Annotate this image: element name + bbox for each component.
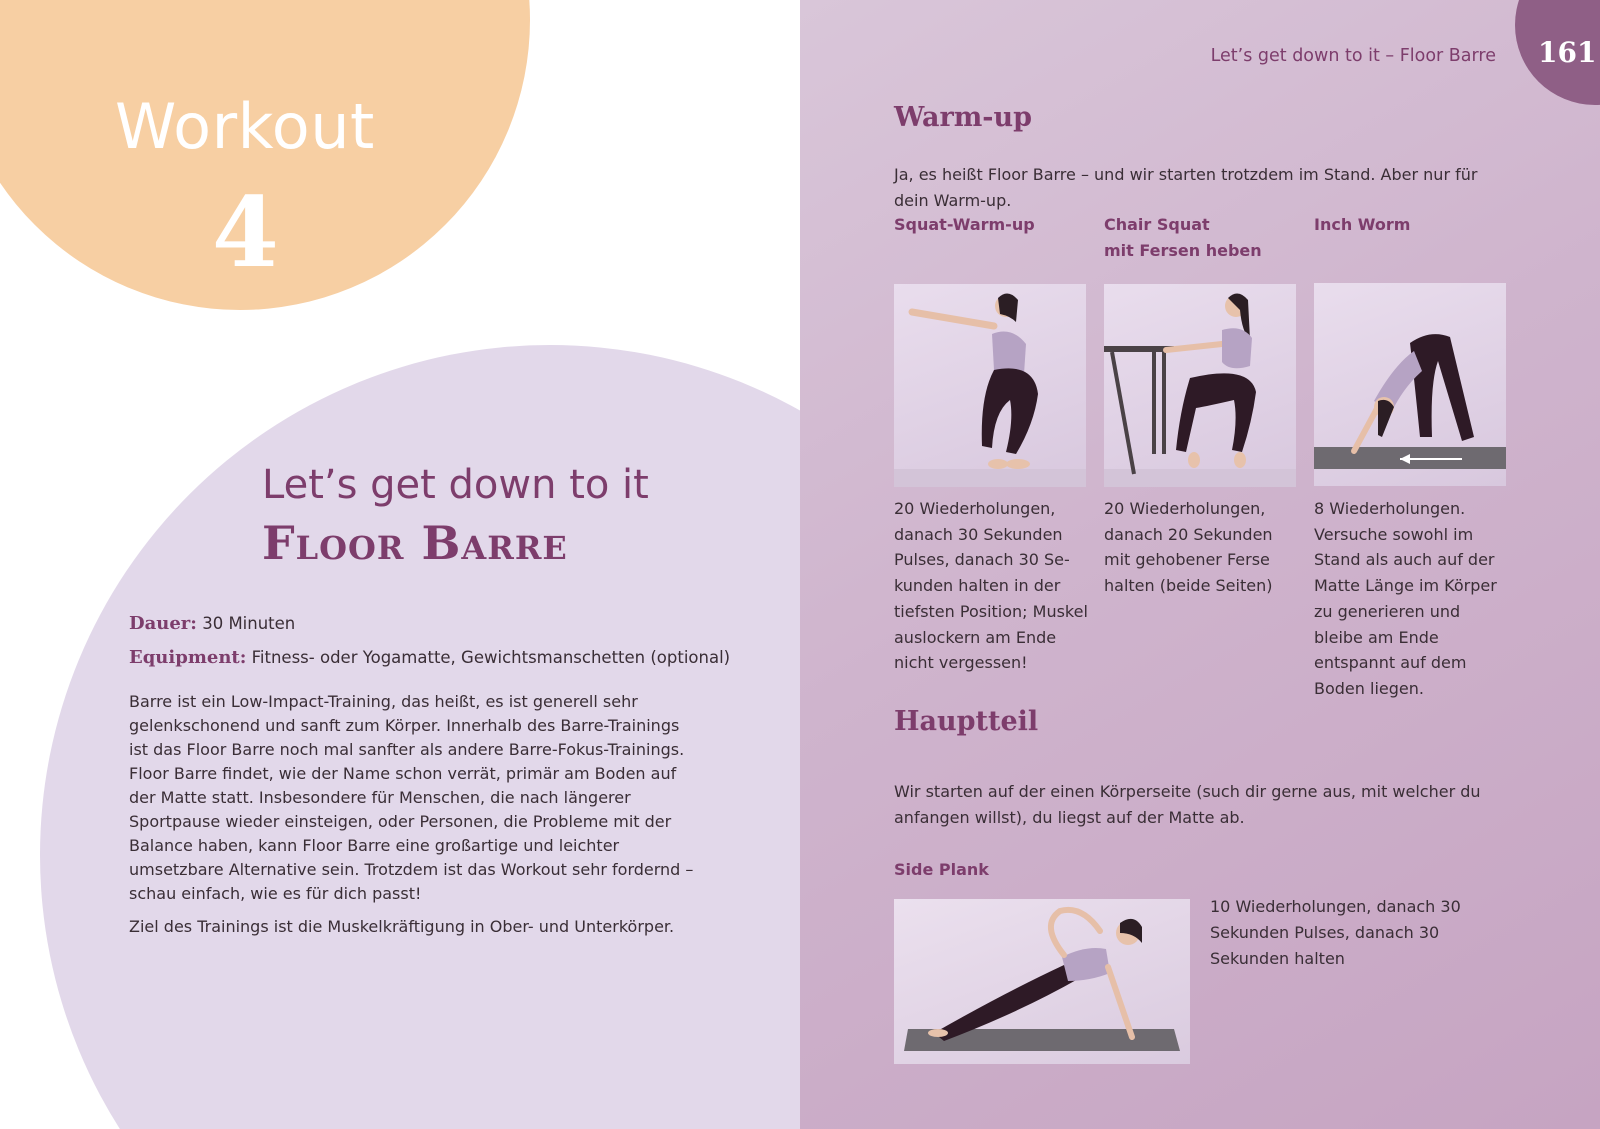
intro-paragraph: Barre ist ein Low-Impact-Training, das heißt, es ist generell sehr gelenkschonend und sanft zum Körper. Innerhalb des Barre-Trainings ist das Floor Barre noch mal sanfter als andere Barre-Fokus-Trainings. Floor Barre findet, wie der Name schon verrät, primär am Boden auf der Matte statt. Insbesondere für Menschen, die nach längerer Sportpause wieder einsteigen, oder Personen, die Probleme mit der Balance haben, kann Floor Barre eine großartige und leichter umsetzbare Alternative sein. Trotzdem ist das Workout sehr fordernd – schau einfach, wie es für dich passt! [129,692,694,903]
warmup-intro: Ja, es heißt Floor Barre – und wir starten trotzdem im Stand. Aber nur für dein Warm-up. [894,165,1478,210]
chair-squat-photo [1104,284,1296,487]
duration-label: Dauer: [129,613,197,634]
intro-text [129,690,699,948]
chapter-title: Floor Barre [262,516,568,570]
squat-warmup-photo [894,284,1086,487]
running-head: Let’s get down to it – Floor Barre [1210,46,1496,66]
chair-squat-description: 20 Wiederholungen, danach 20 Sekunden mit gehobener Ferse halten (beide Seiten) [1104,499,1273,596]
goal-paragraph: Ziel des Trainings ist die Muskelkräftigung in Ober- und Unterkörper. [129,917,675,936]
workout-label: Workout [115,90,375,163]
workout-number: 4 [212,176,279,289]
inch-worm-description: 8 Wiederholungen. Versuche sowohl im Stand als auch auf der Matte Länge im Körper zu generieren und bleibe am Ende entspannt auf dem Boden liegen. [1314,499,1497,698]
exercise-label-chair-squat [1104,212,1262,264]
warmup-heading: Warm-up [894,102,1032,133]
right-page [800,0,1600,1129]
exercise-label-line2: Squat-Warm-up [894,215,1035,234]
squat-warmup-description: 20 Wiederholungen, danach 30 Sekunden Pulses, danach 30 Sekunden halten in der tiefsten Position; Muskel auslockern am Ende nicht vergessen! [894,499,1088,673]
equipment-line [129,647,730,668]
exercise-label-line2: mit Fersen heben [1104,241,1262,260]
side-plank-description: 10 Wiederholungen, danach 30 Sekunden Pulses, danach 30 Sekunden halten [1210,897,1461,968]
inch-worm-photo [1314,283,1506,486]
exercise-label-side-plank: Side Plank [894,860,989,879]
main-heading: Hauptteil [894,706,1039,737]
page-number: 161 [1538,36,1597,69]
duration-line [129,613,295,634]
exercise-label-squat-warmup [894,212,1035,238]
exercise-label-line1: Chair Squat [1104,215,1210,234]
equipment-label: Equipment: [129,647,247,668]
main-intro: Wir starten auf der einen Körperseite (such dir gerne aus, mit welcher du anfangen willst), du liegst auf der Matte ab. [894,782,1481,827]
exercise-label-line2: Inch Worm [1314,215,1411,234]
exercise-label-inch-worm [1314,212,1410,238]
equipment-value: Fitness- oder Yogamatte, Gewichtsmanschetten (optional) [251,648,731,667]
chapter-subtitle: Let’s get down to it [262,462,649,508]
side-plank-photo [894,899,1190,1064]
duration-value: 30 Minuten [202,614,296,633]
